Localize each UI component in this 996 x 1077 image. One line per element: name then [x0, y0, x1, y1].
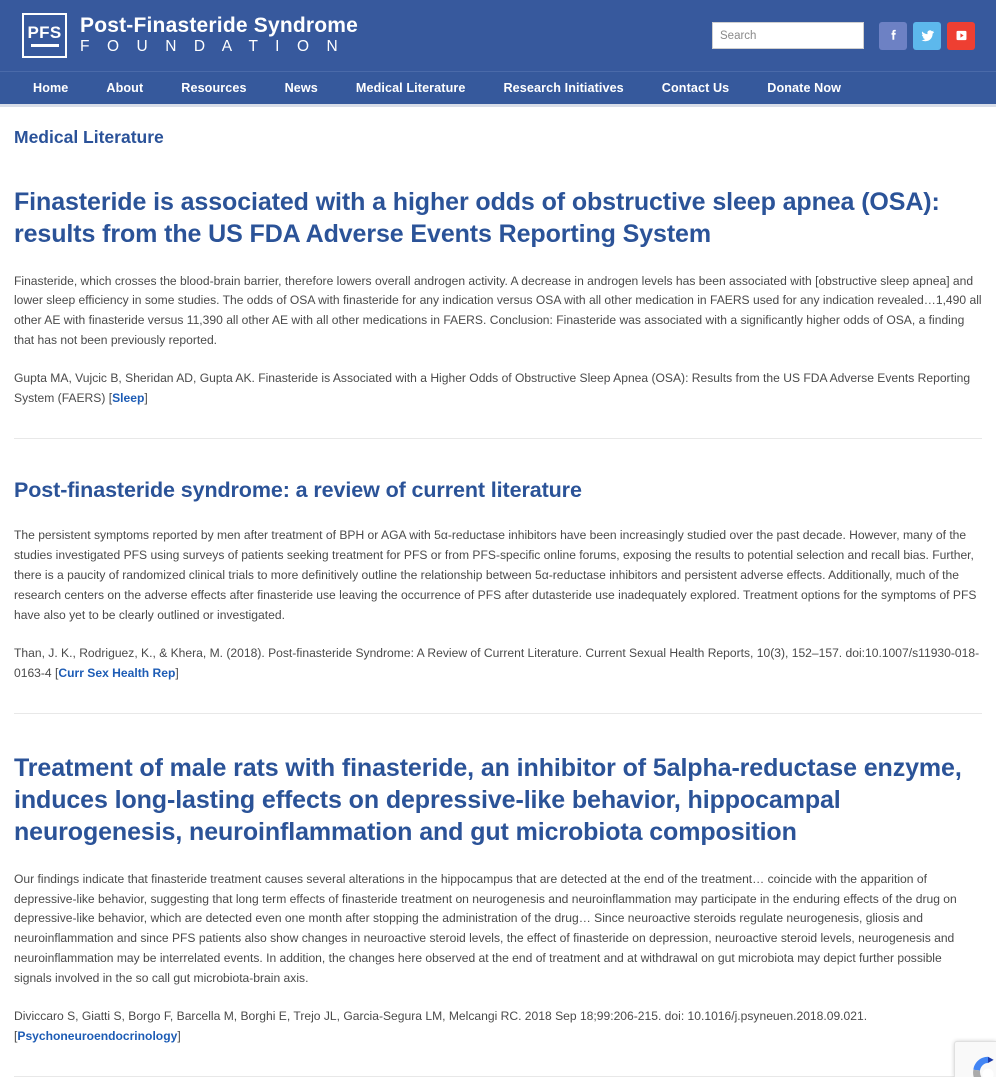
logo-mark-text: PFS [27, 23, 62, 42]
article-item [14, 477, 982, 684]
citation-source-link[interactable]: Curr Sex Health Rep [58, 665, 176, 680]
article-citation [14, 1007, 982, 1047]
brand-text [80, 15, 358, 55]
article-title[interactable]: Post-finasteride syndrome: a review of current literature [14, 478, 582, 503]
nav-item-medical-literature[interactable]: Medical Literature [355, 80, 466, 95]
article-citation [14, 644, 982, 684]
article-item [14, 186, 982, 409]
search-input[interactable] [712, 22, 864, 49]
pfs-logo-mark [22, 13, 67, 58]
citation-suffix: ] [177, 1029, 181, 1044]
nav-item-research-initiatives[interactable]: Research Initiatives [503, 80, 624, 95]
article-divider [14, 438, 982, 439]
header-inner [0, 0, 996, 71]
main-content [0, 127, 996, 1077]
nav-item-donate-now[interactable]: Donate Now [767, 80, 842, 95]
nav-item-resources[interactable]: Resources [181, 80, 247, 95]
site-logo-link[interactable] [22, 13, 358, 58]
citation-prefix: Diviccaro S, Giatti S, Borgo F, Barcella M, Borghi E, Trejo JL, Garcia-Segura LM, Melcangi RC. 2018 Sep 18;99:206-215. doi: 10.1016/j.psyneuen.2018.09.021. [ [14, 1009, 868, 1044]
article-divider [14, 713, 982, 714]
article-title[interactable]: Finasteride is associated with a higher odds of obstructive sleep apnea (OSA): results from the US FDA Adverse Events Reporting System [14, 188, 940, 249]
citation-suffix: ] [175, 665, 179, 680]
article-item [14, 752, 982, 1047]
citation-suffix: ] [144, 391, 148, 406]
twitter-icon[interactable] [913, 22, 941, 50]
article-abstract: The persistent symptoms reported by men after treatment of BPH or AGA with 5α-reductase inhibitors have been increasingly studied over the past decade. However, many of the studies investigated PFS using surveys of patients seeking treatment for PFS or from PFS-specific online forums, exposing the results to potential selection and recall bias. Further, there is a paucity of randomized clinical trials to more definitively outline the relationship between 5α-reductase inhibitors and persistent adverse effects. Additionally, much of the research centers on the adverse effects after finasteride use leaving the occurrence of PFS after dutasteride use inadequately explored. Treatment options for the symptoms of PFS have also yet to be clearly outlined or investigated. [14, 528, 977, 622]
youtube-icon[interactable] [947, 22, 975, 50]
citation-source-link[interactable]: Psychoneuroendocrinology [17, 1029, 178, 1044]
logo-underline-bar [31, 44, 59, 47]
article-title[interactable]: Treatment of male rats with finasteride, an inhibitor of 5alpha-reductase enzyme, induces long-lasting effects on depressive-like behavior, hippocampal neurogenesis, neuroinflammation and gut microbiota composition [14, 753, 962, 847]
site-header [0, 0, 996, 71]
facebook-icon[interactable] [879, 22, 907, 50]
brand-name-line2: F O U N D A T I O N [80, 38, 345, 56]
citation-source-link[interactable]: Sleep [112, 391, 145, 406]
citation-prefix: Gupta MA, Vujcic B, Sheridan AD, Gupta AK. Finasteride is Associated with a Higher Odds of Obstructive Sleep Apnea (OSA): Results from the US FDA Adverse Events Reporting System (FAERS) [ [14, 371, 971, 406]
nav-item-news[interactable]: News [284, 80, 318, 95]
nav-item-about[interactable]: About [106, 80, 144, 95]
social-links [879, 22, 975, 50]
article-citation [14, 369, 982, 409]
article-abstract: Our findings indicate that finasteride treatment causes several alterations in the hippocampus that are detected at the end of the treatment… coincide with the apparition of depressive-like behavior, suggesting that long term effects of finasteride treatment on neurogenesis and neuroinflammation may participate in the enduring effects of the drug on depressive-like behavior, which are detected even one month after stopping the administration of the drug… Since neuroactive steroids regulate neurogenesis, gliosis and neuroinflammation and since PFS patients also show changes in neuroactive steroid levels, the effect of finasteride on depression, neuroactive steroid levels, neurogenesis and neuroinflammation may be interrelated events. In addition, the changes here observed at the end of treatment and at withdrawal on gut microbiota may depict further possible signals involved in the so call gut microbiota-brain axis. [14, 871, 957, 986]
header-right [712, 22, 975, 50]
main-navigation [0, 71, 996, 104]
recaptcha-icon [968, 1053, 996, 1077]
nav-item-contact-us[interactable]: Contact Us [661, 80, 730, 95]
recaptcha-badge[interactable] [954, 1041, 996, 1077]
article-abstract: Finasteride, which crosses the blood-brain barrier, therefore lowers overall androgen activity. A decrease in androgen levels has been associated with [obstructive sleep apnea] and lower sleep efficiency in some studies. The odds of OSA with finasteride for any indication versus OSA with all other medication in FAERS used for any indication revealed…1,490 all other AE with finasteride versus 11,390 all other AE with all other medications in FAERS. Conclusion: Finasteride was associated with a significantly higher odds of OSA, a finding that has not been previously reported. [14, 273, 982, 348]
brand-name-line1: Post-Finasteride Syndrome [80, 14, 359, 38]
citation-prefix: Than, J. K., Rodriguez, K., & Khera, M. (2018). Post-finasteride Syndrome: A Review of Current Literature. Current Sexual Health Reports, 10(3), 152–157. doi:10.1007/s11930-018-0163-4 [ [14, 645, 980, 680]
page-title: Medical Literature [14, 127, 164, 147]
nav-item-home[interactable]: Home [33, 80, 69, 95]
